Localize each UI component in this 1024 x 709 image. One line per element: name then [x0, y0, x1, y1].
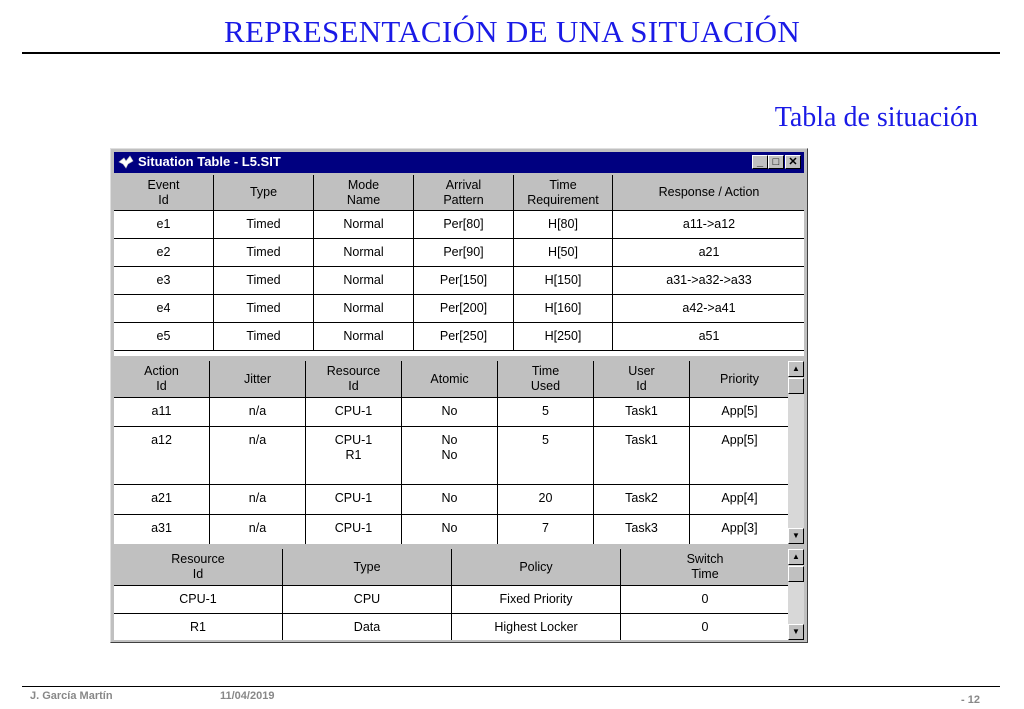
cell-value: n/a	[248, 433, 267, 447]
column-header[interactable]	[114, 549, 283, 586]
slide-title: REPRESENTACIÓN DE UNA SITUACIÓN	[223, 14, 801, 49]
column-header-label: Action	[144, 364, 179, 378]
cell-value: No	[441, 491, 458, 505]
cell-value: Fixed Priority	[499, 592, 573, 606]
cell-value: n/a	[248, 404, 267, 418]
table-cell[interactable]	[114, 515, 210, 545]
table-cell[interactable]	[594, 398, 690, 427]
table-cell[interactable]	[306, 485, 402, 515]
column-header-label: Id	[192, 567, 204, 581]
scroll-up-icon[interactable]: ▲	[788, 361, 804, 377]
footer-divider	[22, 686, 1000, 687]
table-cell[interactable]	[414, 267, 514, 295]
table-cell[interactable]	[114, 295, 214, 323]
cell-value: a31->a32->a33	[666, 273, 752, 287]
table-cell[interactable]	[114, 211, 214, 239]
table-cell[interactable]	[690, 398, 789, 427]
cell-value: H[50]	[548, 245, 578, 259]
table-cell[interactable]	[306, 515, 402, 545]
cell-value: a21	[698, 245, 720, 259]
cell-value: 7	[542, 521, 549, 535]
cell-value: a31	[151, 521, 172, 535]
column-header[interactable]	[114, 361, 210, 398]
column-header-label: Resource	[171, 552, 225, 566]
scroll-thumb[interactable]	[788, 378, 804, 394]
column-header[interactable]	[452, 549, 621, 586]
column-header-label: Id	[158, 192, 169, 207]
table-cell[interactable]	[314, 295, 414, 323]
cell-value: a11->a12	[682, 217, 736, 231]
cell-value: Data	[353, 620, 381, 634]
table-cell[interactable]	[514, 211, 613, 239]
cell-value: e2	[156, 245, 171, 259]
cell-value: n/a	[248, 521, 267, 535]
column-header-label: Id	[348, 379, 359, 393]
table-cell[interactable]	[594, 427, 690, 485]
column-header[interactable]	[690, 361, 789, 398]
table-row[interactable]	[114, 614, 788, 641]
column-header[interactable]	[514, 175, 613, 211]
actions-table	[114, 361, 788, 544]
table-cell[interactable]	[114, 427, 210, 485]
title-divider	[22, 52, 1000, 54]
slide-subtitle: Tabla de situación	[774, 102, 978, 133]
table-cell[interactable]	[498, 427, 594, 485]
column-header-label: Resource	[326, 364, 381, 378]
cell-value: Normal	[343, 301, 384, 315]
actions-scrollbar[interactable]	[788, 361, 804, 544]
table-cell[interactable]	[402, 485, 498, 515]
table-cell[interactable]	[114, 239, 214, 267]
table-row[interactable]	[114, 267, 804, 295]
cell-value: Per[200]	[439, 301, 488, 315]
minimize-button[interactable]: _	[752, 155, 768, 169]
cell-value: Timed	[246, 329, 281, 343]
cell-value: H[150]	[544, 273, 582, 287]
cell-value: Timed	[246, 217, 281, 231]
table-cell[interactable]	[621, 614, 789, 641]
table-cell[interactable]	[210, 427, 306, 485]
table-cell[interactable]	[314, 211, 414, 239]
table-cell[interactable]	[514, 295, 613, 323]
cell-value: H[250]	[544, 329, 582, 343]
cell-value: 5	[542, 404, 549, 418]
table-cell[interactable]	[613, 267, 805, 295]
table-cell[interactable]	[498, 398, 594, 427]
cell-value: CPU-1	[179, 592, 217, 606]
app-icon	[118, 155, 134, 170]
column-header[interactable]	[114, 175, 214, 211]
table-cell[interactable]	[210, 398, 306, 427]
cell-value: Timed	[246, 301, 281, 315]
table-cell[interactable]	[690, 485, 789, 515]
cell-value: 5	[542, 433, 549, 447]
table-cell[interactable]	[514, 267, 613, 295]
cell-value: e4	[156, 301, 171, 315]
column-header[interactable]	[214, 175, 314, 211]
cell-value: Per[250]	[439, 329, 488, 343]
column-header-label: Event	[147, 177, 180, 192]
table-cell[interactable]	[114, 586, 283, 614]
column-header[interactable]	[306, 361, 402, 398]
table-cell[interactable]	[214, 239, 314, 267]
table-row[interactable]	[114, 586, 788, 614]
cell-value: CPU-1	[334, 521, 373, 535]
close-button[interactable]: ✕	[785, 155, 801, 169]
table-cell[interactable]	[452, 614, 621, 641]
cell-value: a21	[151, 491, 172, 505]
column-header-label: Jitter	[243, 371, 272, 386]
cell-value: Timed	[246, 245, 281, 259]
column-header-label: Id	[156, 379, 167, 393]
table-cell[interactable]	[306, 427, 402, 485]
actions-pane	[114, 361, 788, 544]
footer-date: 11/04/2019	[220, 690, 275, 702]
table-cell[interactable]	[402, 515, 498, 545]
column-header-label: Type	[249, 185, 278, 199]
cell-value: Normal	[343, 329, 384, 343]
table-cell[interactable]	[452, 586, 621, 614]
table-cell[interactable]	[114, 398, 210, 427]
cell-value: n/a	[248, 491, 267, 505]
situation-table-window	[110, 148, 808, 643]
table-cell[interactable]	[114, 485, 210, 515]
cell-value: Task1	[625, 433, 658, 447]
table-row[interactable]	[114, 427, 788, 485]
events-pane	[114, 175, 804, 356]
column-header-label: Mode	[347, 177, 380, 192]
cell-value: Task3	[625, 521, 658, 535]
table-cell[interactable]	[514, 239, 613, 267]
column-header-label: Name	[346, 192, 381, 207]
table-row[interactable]	[114, 211, 804, 239]
table-cell[interactable]	[613, 239, 805, 267]
cell-value: No	[441, 404, 458, 418]
cell-value: a42->a41	[682, 301, 736, 315]
table-cell[interactable]	[498, 485, 594, 515]
table-row[interactable]	[114, 323, 804, 351]
column-header[interactable]	[210, 361, 306, 398]
cell-value: a51	[698, 329, 720, 343]
cell-value: Normal	[343, 273, 384, 287]
cell-value: No	[441, 433, 458, 447]
column-header[interactable]	[314, 175, 414, 211]
table-cell[interactable]	[114, 614, 283, 641]
cell-value: No	[441, 521, 458, 535]
footer-author: J. García Martín	[30, 690, 113, 702]
cell-value: H[160]	[544, 301, 582, 315]
cell-value: Task1	[625, 404, 658, 418]
table-cell[interactable]	[613, 295, 805, 323]
column-header[interactable]	[498, 361, 594, 398]
events-table	[114, 175, 804, 351]
resources-table	[114, 549, 788, 640]
table-cell[interactable]	[414, 211, 514, 239]
table-cell[interactable]	[402, 398, 498, 427]
table-cell[interactable]	[594, 515, 690, 545]
cell-value: R1	[345, 448, 362, 462]
table-cell[interactable]	[214, 295, 314, 323]
table-cell[interactable]	[498, 515, 594, 545]
cell-value: e5	[156, 329, 171, 343]
column-header[interactable]	[414, 175, 514, 211]
table-cell[interactable]	[114, 323, 214, 351]
table-cell[interactable]	[306, 398, 402, 427]
table-cell[interactable]	[690, 515, 789, 545]
column-header-label: User	[628, 364, 655, 378]
maximize-button[interactable]: □	[768, 155, 784, 169]
column-header-label: Response / Action	[658, 185, 760, 199]
scroll-down-icon[interactable]: ▼	[788, 528, 804, 544]
column-header-label: Time	[549, 177, 577, 192]
cell-value: H[80]	[548, 217, 578, 231]
cell-value: CPU-1	[334, 491, 373, 505]
cell-value: App[3]	[721, 521, 758, 535]
cell-value: App[5]	[721, 433, 758, 447]
column-header-label: Arrival	[445, 177, 482, 192]
column-header-label: Type	[353, 559, 381, 574]
column-header-label: Time	[691, 567, 719, 581]
cell-value: No	[441, 448, 458, 462]
table-cell[interactable]	[314, 239, 414, 267]
column-header[interactable]	[613, 175, 805, 211]
column-header-label: Policy	[519, 559, 553, 574]
scroll-up-icon[interactable]: ▲	[788, 549, 804, 565]
cell-value: 0	[701, 592, 709, 606]
window-title: Situation Table - L5.SIT	[138, 154, 281, 169]
cell-value: Normal	[343, 217, 384, 231]
cell-value: Per[150]	[439, 273, 488, 287]
cell-value: Timed	[246, 273, 281, 287]
cell-value: App[4]	[721, 491, 758, 505]
table-cell[interactable]	[114, 267, 214, 295]
cell-value: e3	[156, 273, 171, 287]
cell-value: e1	[156, 217, 171, 231]
table-cell[interactable]	[214, 323, 314, 351]
column-header[interactable]	[283, 549, 452, 586]
column-header-label: Requirement	[527, 192, 599, 207]
table-row[interactable]	[114, 398, 788, 427]
table-cell[interactable]	[314, 267, 414, 295]
table-row[interactable]	[114, 295, 804, 323]
cell-value: a11	[151, 404, 172, 418]
cell-value: R1	[190, 620, 206, 634]
table-cell[interactable]	[414, 239, 514, 267]
column-header-label: Switch	[686, 552, 724, 566]
cell-value: Normal	[343, 245, 384, 259]
cell-value: Per[90]	[443, 245, 484, 259]
table-cell[interactable]	[594, 485, 690, 515]
cell-value: CPU	[353, 592, 381, 606]
column-header[interactable]	[621, 549, 789, 586]
table-cell[interactable]	[283, 614, 452, 641]
table-cell[interactable]	[613, 211, 805, 239]
resources-scrollbar[interactable]	[788, 549, 804, 640]
cell-value: 0	[701, 620, 709, 634]
table-cell[interactable]	[314, 323, 414, 351]
scroll-thumb[interactable]	[788, 566, 804, 582]
table-row[interactable]	[114, 239, 804, 267]
table-cell[interactable]	[613, 323, 805, 351]
table-row[interactable]	[114, 515, 788, 545]
cell-value: 20	[538, 491, 553, 505]
scroll-down-icon[interactable]: ▼	[788, 624, 804, 640]
table-cell[interactable]	[210, 485, 306, 515]
column-header[interactable]	[402, 361, 498, 398]
resources-pane	[114, 549, 788, 640]
column-header-label: Priority	[720, 371, 759, 386]
cell-value: Per[80]	[443, 217, 484, 231]
table-cell[interactable]	[621, 586, 789, 614]
page-number: - 12	[961, 694, 980, 706]
table-cell[interactable]	[414, 295, 514, 323]
column-header-label: Pattern	[443, 192, 484, 207]
table-cell[interactable]	[690, 427, 789, 485]
cell-value: App[5]	[721, 404, 758, 418]
table-cell[interactable]	[514, 323, 613, 351]
table-cell[interactable]	[283, 586, 452, 614]
cell-value: a12	[151, 433, 172, 447]
column-header[interactable]	[594, 361, 690, 398]
column-header-label: Id	[636, 379, 647, 393]
column-header-label: Atomic	[430, 371, 469, 386]
table-cell[interactable]	[214, 267, 314, 295]
table-cell[interactable]	[214, 211, 314, 239]
window-titlebar[interactable]	[114, 152, 804, 173]
cell-value: Task2	[625, 491, 658, 505]
cell-value: Highest Locker	[494, 620, 578, 634]
cell-value: CPU-1	[334, 404, 373, 418]
column-header-label: Time	[531, 364, 560, 378]
table-cell[interactable]	[210, 515, 306, 545]
cell-value: CPU-1	[334, 433, 373, 447]
column-header-label: Used	[530, 379, 561, 393]
table-cell[interactable]	[414, 323, 514, 351]
table-cell[interactable]	[402, 427, 498, 485]
table-row[interactable]	[114, 485, 788, 515]
